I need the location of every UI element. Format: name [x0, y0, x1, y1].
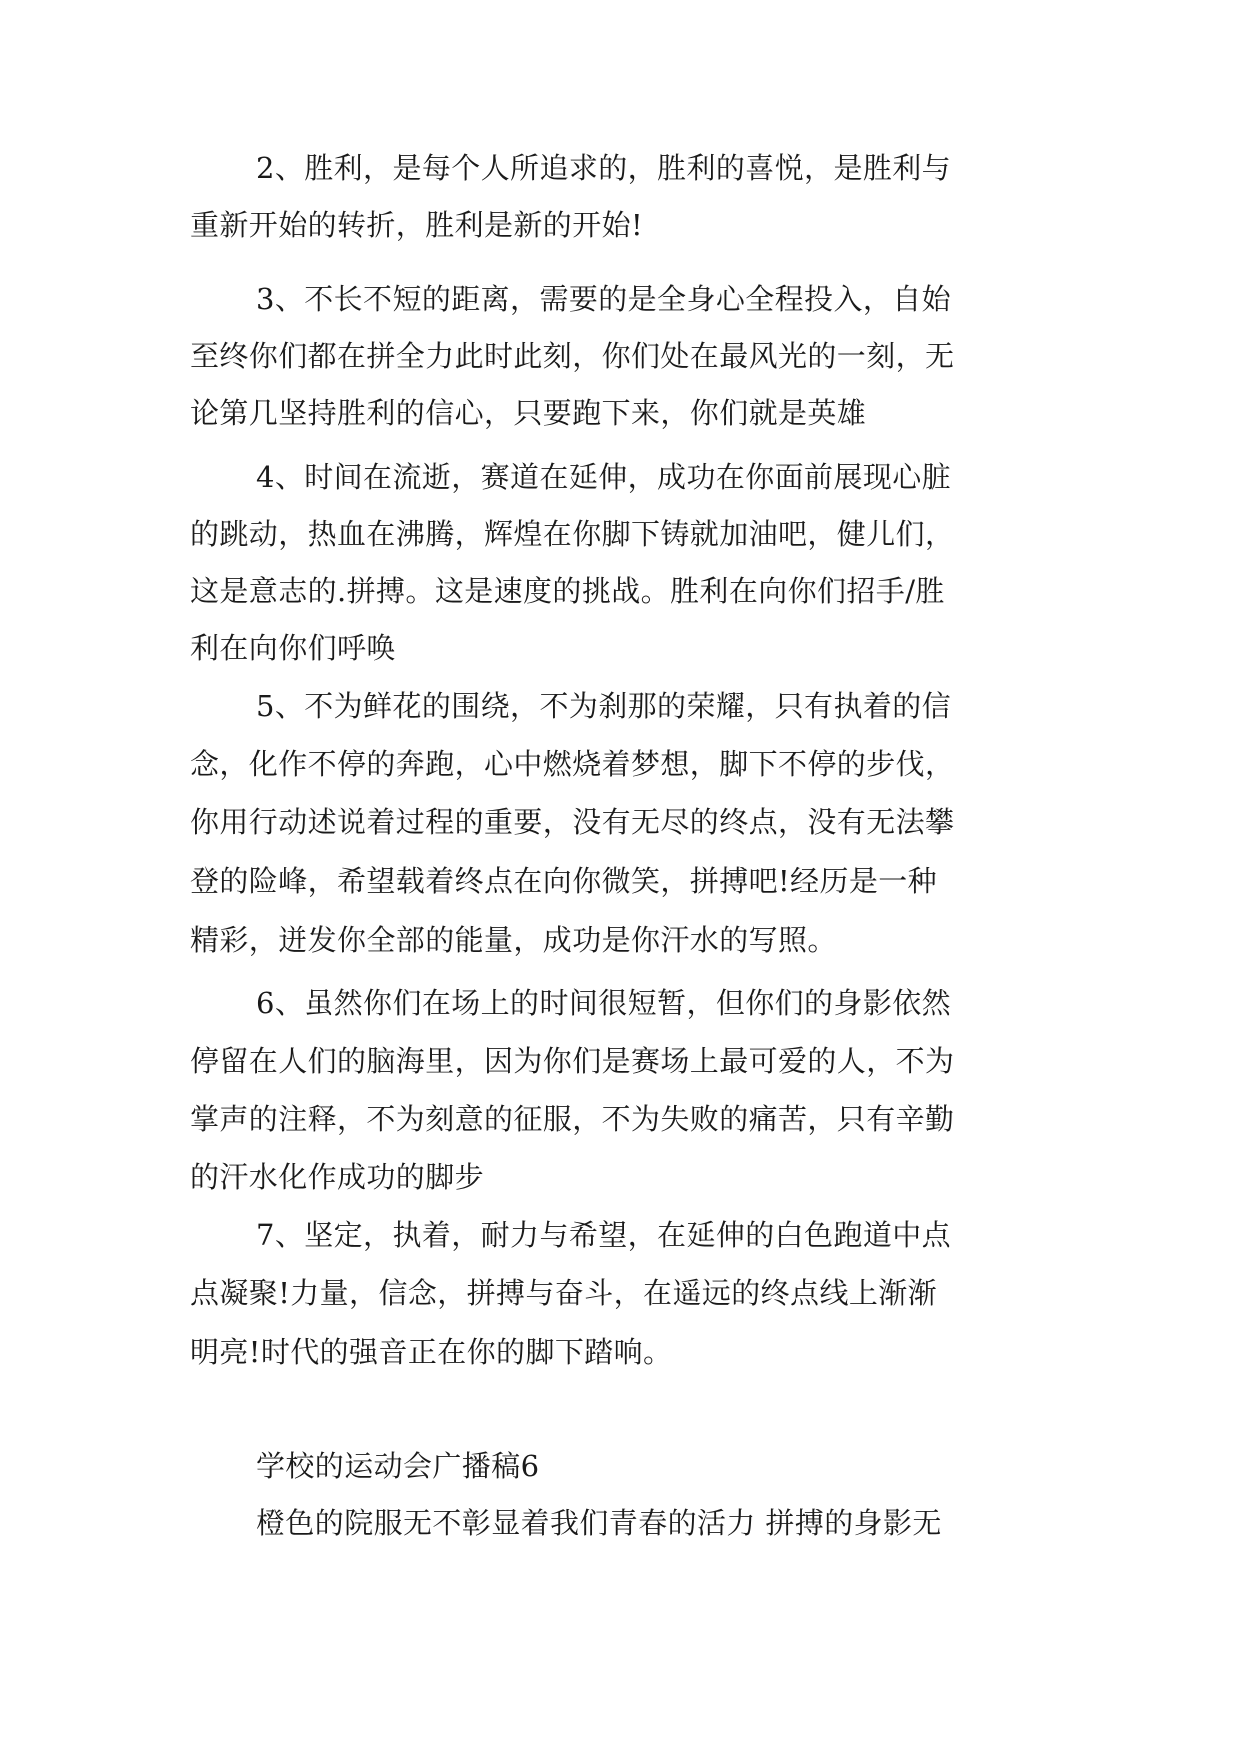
- paragraph-3-line-3: 论第几坚持胜利的信心，只要跑下来，你们就是英雄: [190, 396, 867, 430]
- paragraph-6-line-2: 停留在人们的脑海里，因为你们是赛场上最可爱的人，不为: [190, 1044, 955, 1078]
- paragraph-7-line-1: 7、坚定，执着，耐力与希望，在延伸的白色跑道中点: [256, 1218, 952, 1252]
- paragraph-4-line-3: 这是意志的.拼搏。这是速度的挑战。胜利在向你们招手/胜: [190, 574, 945, 608]
- paragraph-6-line-3: 掌声的注释，不为刻意的征服，不为失败的痛苦，只有辛勤: [190, 1102, 955, 1136]
- paragraph-2-line-1: 2、胜利，是每个人所追求的，胜利的喜悦，是胜利与: [256, 151, 952, 185]
- paragraph-6-line-1: 6、虽然你们在场上的时间很短暂，但你们的身影依然: [256, 986, 952, 1020]
- paragraph-5-line-1: 5、不为鲜花的围绕，不为刹那的荣耀，只有执着的信: [256, 689, 952, 723]
- paragraph-6-line-4: 的汗水化作成功的脚步: [190, 1160, 485, 1194]
- paragraph-5-line-5: 精彩，迸发你全部的能量，成功是你汗水的写照。: [190, 923, 837, 957]
- paragraph-3-line-1: 3、不长不短的距离，需要的是全身心全程投入，自始: [256, 282, 952, 316]
- paragraph-2-line-2: 重新开始的转折，胜利是新的开始!: [190, 208, 644, 242]
- section-heading: 学校的运动会广播稿6: [256, 1449, 540, 1483]
- paragraph-5-line-3: 你用行动述说着过程的重要，没有无尽的终点，没有无法攀: [190, 805, 955, 839]
- paragraph-5-line-4: 登的险峰，希望载着终点在向你微笑，拼搏吧!经历是一种: [190, 864, 938, 898]
- paragraph-5-line-2: 念，化作不停的奔跑，心中燃烧着梦想，脚下不停的步伐，: [190, 747, 955, 781]
- paragraph-7-line-2: 点凝聚!力量，信念，拼搏与奋斗，在遥远的终点线上渐渐: [190, 1276, 938, 1310]
- paragraph-4-line-2: 的跳动，热血在沸腾，辉煌在你脚下铸就加油吧，健儿们，: [190, 517, 955, 551]
- section-paragraph-line-1: 橙色的院服无不彰显着我们青春的活力 拼搏的身影无: [256, 1506, 942, 1540]
- paragraph-3-line-2: 至终你们都在拼全力此时此刻，你们处在最风光的一刻，无: [190, 339, 955, 373]
- paragraph-7-line-3: 明亮!时代的强音正在你的脚下踏响。: [190, 1335, 673, 1369]
- paragraph-4-line-1: 4、时间在流逝，赛道在延伸，成功在你面前展现心脏: [256, 460, 952, 494]
- paragraph-4-line-4: 利在向你们呼唤: [190, 631, 396, 665]
